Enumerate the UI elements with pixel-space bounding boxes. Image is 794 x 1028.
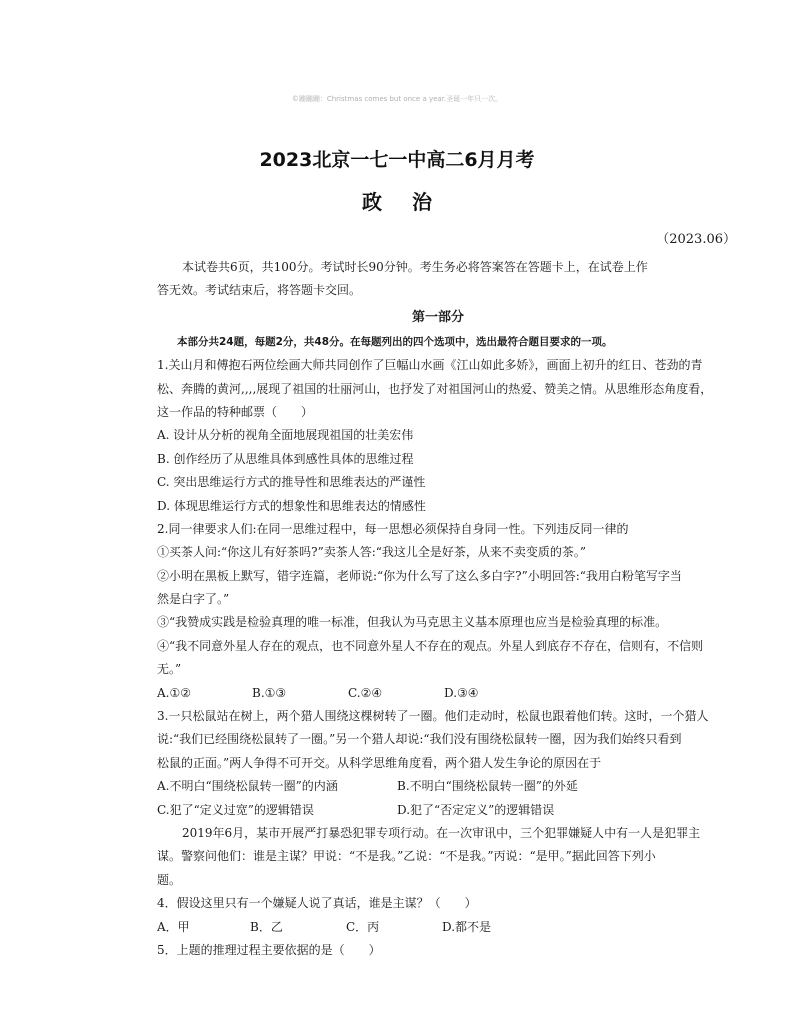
statement-4: ④“我不同意外星人存在的观点，也不同意外星人不存在的观点。外星人到底存不存在，信则有，不信则 bbox=[157, 638, 704, 653]
exam-date: （2023.06） bbox=[656, 232, 736, 247]
watermark: ©蹦蹦蹦：Christmas comes but once a year.圣诞一年只一次。 bbox=[291, 95, 503, 103]
question-2 bbox=[157, 518, 719, 705]
statement-4-cont: 无。” bbox=[157, 662, 182, 677]
option-a: A.①② bbox=[157, 685, 191, 700]
question-stem: 3.一只松鼠站在树上，两个猎人围绕这棵树转了一圈。他们走动时，松鼠也跟着他们转。这时，一个猎人 bbox=[157, 709, 709, 724]
statement-2-cont: 然是白字了。” bbox=[157, 592, 230, 607]
question-stem: 2.同一律要求人们:在同一思维过程中，每一思想必须保持自身同一性。下列违反同一律的 bbox=[157, 521, 629, 536]
material-line: 2019年6月，某市开展严打暴恐犯罪专项行动。在一次审讯中，三个犯罪嫌疑人中有一人是犯罪主 bbox=[182, 825, 701, 840]
exam-body bbox=[157, 256, 719, 962]
question-stem: 4．假设这里只有一个嫌疑人说了真话，谁是主谋？（ ） bbox=[157, 896, 477, 911]
question-stem: 说:“我们已经围绕松鼠转了一圈。”另一个猎人却说:“我们没有围绕松鼠转一圈，因为我们始终只看到 bbox=[157, 732, 682, 747]
section-instruction: 本部分共24题，每题2分，共48分。在每题列出的四个选项中，选出最符合题目要求的一项。 bbox=[177, 335, 613, 348]
question-stem: 1.关山月和傅抱石两位绘画大师共同创作了巨幅山水画《江山如此多娇》，画面上初升的红日、苍劲的青 bbox=[157, 358, 703, 373]
option-c: C. 突出思维运行方式的推导性和思维表达的严谨性 bbox=[157, 475, 426, 490]
question-stem: 5．上题的推理过程主要依据的是（ ） bbox=[157, 942, 381, 957]
material-line: 谋。警察问他们：谁是主谋？甲说：“不是我。”乙说：“不是我。”丙说：“是甲。”据此回答下列小 bbox=[157, 849, 656, 864]
statement-3: ③“我赞成实践是检验真理的唯一标准，但我认为马克思主义基本原理也应当是检验真理的标准。 bbox=[157, 615, 668, 630]
option-d: D. 体现思维运行方式的想象性和思维表达的情感性 bbox=[157, 498, 426, 513]
options-row bbox=[157, 682, 719, 705]
question-stem: 这一作品的特种邮票（ ） bbox=[157, 404, 314, 419]
question-1 bbox=[157, 354, 719, 518]
exam-title: 2023北京一七一中高二6月月考 bbox=[259, 149, 535, 171]
options-row bbox=[157, 916, 719, 939]
option-a: A.不明白“围绕松鼠转一圈”的内涵 bbox=[157, 779, 338, 794]
intro-line: 本试卷共6页，共100分。考试时长90分钟。考生务必将答案答在答题卡上，在试卷上作 bbox=[182, 260, 648, 274]
option-b: B．乙 bbox=[250, 919, 283, 934]
statement-1: ①买茶人问:“你这儿有好茶吗?”卖茶人答:“我这儿全是好茶，从来不卖变质的茶。” bbox=[157, 545, 587, 560]
intro-line: 答无效。考试结束后，将答题卡交回。 bbox=[157, 283, 362, 298]
options-row bbox=[157, 799, 719, 822]
subject-title: 政治 bbox=[362, 190, 462, 214]
option-a: A．甲 bbox=[157, 919, 190, 934]
question-5 bbox=[157, 939, 719, 962]
options-row bbox=[157, 775, 719, 798]
option-a: A. 设计从分析的视角全面地展现祖国的壮美宏伟 bbox=[157, 428, 414, 443]
option-c: C.犯了“定义过宽”的逻辑错误 bbox=[157, 802, 314, 817]
option-d: D.③④ bbox=[444, 685, 479, 700]
option-b: B.不明白“围绕松鼠转一圈”的外延 bbox=[397, 779, 578, 794]
option-d: D.犯了“否定定义”的逻辑错误 bbox=[397, 802, 555, 817]
question-stem: 松鼠的正面。”两人争得不可开交。从科学思维角度看，两个猎人发生争论的原因在于 bbox=[157, 755, 602, 770]
question-stem: 松、奔腾的黄河,,,,展现了祖国的壮丽河山，也抒发了对祖国河山的热爱、赞美之情。从思维形态角度看， bbox=[157, 381, 713, 396]
option-c: C.②④ bbox=[348, 685, 383, 700]
statement-2: ②小明在黑板上默写，错字连篇，老师说:“你为什么写了这么多白字?”小明回答:“我用白粉笔写字当 bbox=[157, 568, 682, 583]
material-passage bbox=[157, 822, 719, 892]
section-heading: 第一部分 bbox=[411, 309, 464, 325]
question-3 bbox=[157, 705, 719, 822]
option-d: D.都不是 bbox=[442, 919, 492, 934]
option-b: B.①③ bbox=[252, 685, 287, 700]
material-line: 题。 bbox=[157, 872, 182, 887]
option-b: B. 创作经历了从思维具体到感性具体的思维过程 bbox=[157, 451, 414, 466]
option-c: C．丙 bbox=[346, 919, 380, 934]
question-4 bbox=[157, 892, 719, 939]
